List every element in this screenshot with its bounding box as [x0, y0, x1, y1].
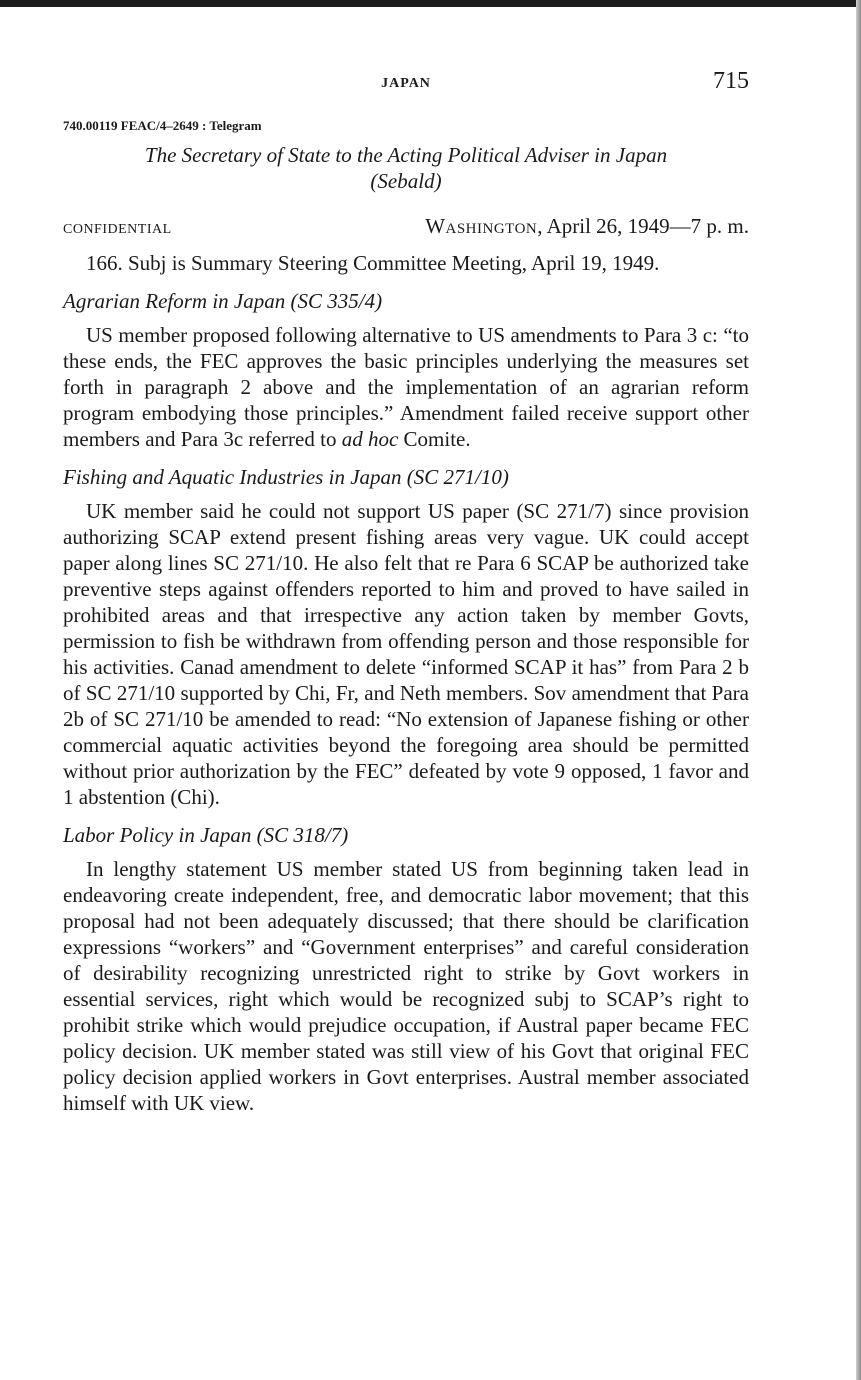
page-number: 715 — [713, 68, 749, 94]
section-ref-open: ( — [256, 823, 264, 847]
section-ref-close: ) — [501, 465, 509, 489]
section-heading-labor — [63, 822, 749, 848]
dateline-date: , April 26, 1949—7 p. m. — [537, 214, 749, 238]
text-run: In lengthy statement US member stated US from beginning taken lead in endeavoring create independent, free, and democratic labor movement; that this proposal had not been adequately discussed; that there should be clarification expressions “workers” and “Government enterprises” and careful consideration of desirability recognizing unrestricted right to strike by Govt workers in essential services, right which would be recognized subj to SCAP’s right to prohibit strike which would prejudice occupation, if Austral paper became FEC policy decision. UK member stated was still view of his Govt that original FEC policy decision applied workers in Govt enterprises. Austral member associated himself with UK view. — [63, 857, 749, 1115]
section-heading-ref: SC 335/4 — [297, 289, 376, 313]
text-run: Comite. — [398, 427, 471, 451]
document-title-line-2: (Sebald) — [370, 169, 442, 193]
lead-paragraph: 166. Subj is Summary Steering Committee Meeting, April 19, 1949. — [86, 251, 660, 275]
running-header — [63, 60, 749, 104]
section-heading-ref: SC 271/10 — [413, 465, 502, 489]
running-title: JAPAN — [381, 76, 431, 91]
section-ref-open: ( — [290, 289, 298, 313]
scan-top-edge — [0, 0, 861, 7]
section-body-labor — [63, 856, 749, 1116]
section-heading-text: Labor Policy in Japan — [63, 823, 252, 847]
text-run: UK member said he could not support US paper (SC 271/7) since provision authorizing SCAP extend present fishing areas very vague. UK could accept paper along lines SC 271/10. He also felt that re Para 6 SCAP be authorized take preventive steps against offenders reported to him and proved to have sailed in prohibited areas and that irrespective any action taken by member Govts, permission to fish be withdrawn from offending person and those responsible for his activities. Canad amendment to delete “informed SCAP it has” from Para 2 b of SC 271/10 supported by Chi, Fr, and Neth members. Sov amendment that Para 2b of SC 271/10 be amended to read: “No extension of Japanese fishing or other commercial aquatic activities beyond the foregoing area should be permitted without prior authorization by the FEC” defeated by vote 9 opposed, 1 favor and 1 abstention (Chi). — [63, 499, 749, 809]
dateline-row — [63, 214, 749, 240]
dateline — [425, 214, 749, 239]
document-title-line-1: The Secretary of State to the Acting Political Adviser in Japan — [144, 143, 668, 167]
section-heading-text: Agrarian Reform in Japan — [63, 289, 286, 313]
document-title — [63, 142, 749, 194]
classification-label: CONFIDENTIAL — [63, 222, 172, 237]
section-body-fishing — [63, 498, 749, 810]
section-heading-fishing — [63, 464, 749, 490]
document-page — [63, 60, 749, 1116]
section-ref-open: ( — [406, 465, 414, 489]
section-ref-close: ) — [375, 289, 383, 313]
dateline-place: Washington — [425, 214, 538, 238]
text-run: US member proposed following alternative to US amendments to Para 3 c: “to these ends, the FEC approves the basic principles underlying the measures set forth in paragraph 2 above and the implementation of an agrarian reform program embodying those principles.” Amendment failed receive support other members and Para 3c referred to — [63, 323, 749, 451]
section-ref-close: ) — [341, 823, 349, 847]
section-heading-ref: SC 318/7 — [263, 823, 342, 847]
scan-right-edge — [856, 0, 861, 1380]
section-heading-text: Fishing and Aquatic Industries in Japan — [63, 465, 402, 489]
file-reference: 740.00119 FEAC/4–2649 : Telegram — [63, 118, 262, 133]
italic-text-run: ad hoc — [341, 427, 399, 451]
section-heading-agrarian — [63, 288, 749, 314]
section-body-agrarian — [63, 322, 749, 452]
